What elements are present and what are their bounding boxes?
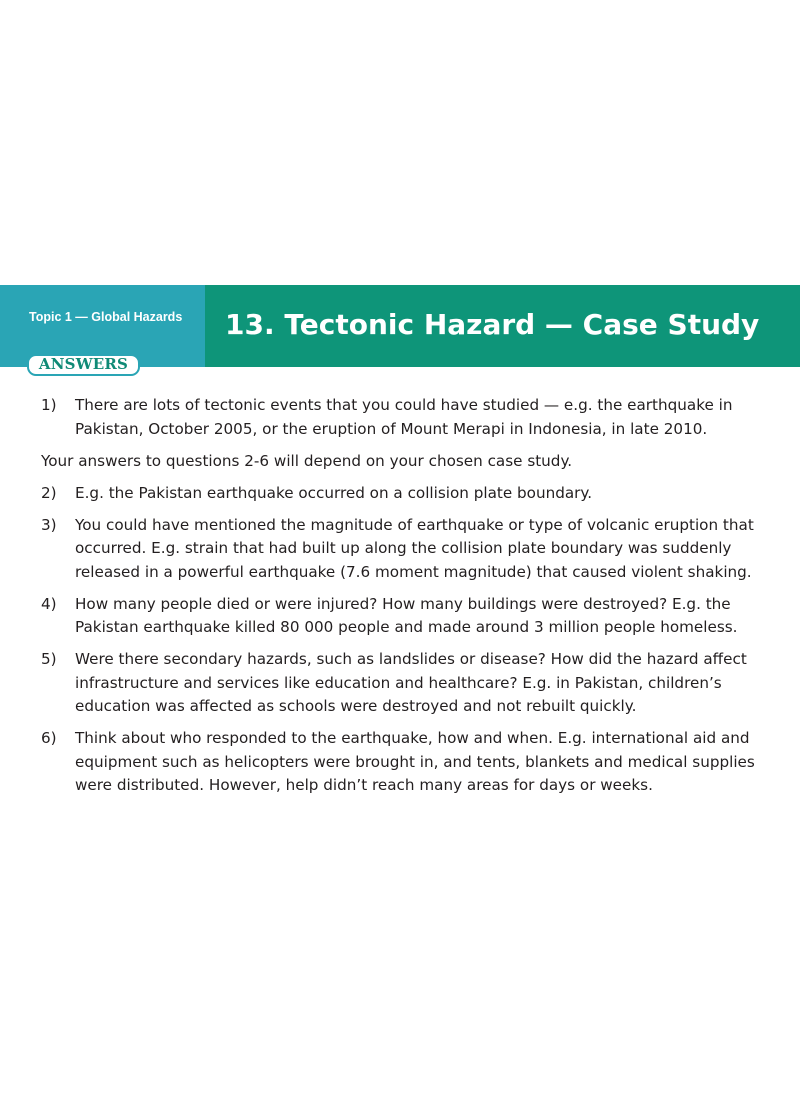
answer-text: There are lots of tectonic events that you could have studied — e.g. the earthquake in Pakistan, October 2005, or the eruption of Mount Merapi in Indonesia, in late 2010. — [75, 396, 733, 438]
answer-number: 5) — [41, 650, 57, 668]
page-header — [0, 285, 800, 373]
page-title: 13. Tectonic Hazard — Case Study — [225, 308, 760, 341]
answer-text: E.g. the Pakistan earthquake occurred on a collision plate boundary. — [75, 483, 593, 502]
answer-item-6 — [41, 727, 776, 798]
answer-number: 3) — [41, 515, 57, 534]
case-study-note: Your answers to questions 2-6 will depend on your chosen case study. — [41, 451, 573, 470]
answers-badge: ANSWERS — [27, 354, 140, 376]
topic-panel — [0, 285, 205, 373]
answer-item-3 — [41, 514, 776, 585]
answer-item-5 — [41, 648, 776, 719]
answer-number: 6) — [41, 729, 57, 747]
answer-item-2 — [41, 482, 776, 506]
answer-item-4 — [41, 593, 776, 640]
answer-number: 2) — [41, 483, 57, 502]
answer-text: Were there secondary hazards, such as landslides or disease? How did the hazard affect infrastructure and services like education and healthcare? E.g. in Pakistan, children’s education was affected as schools were destroyed and not rebuilt quickly. — [75, 650, 747, 715]
answer-text: You could have mentioned the magnitude of earthquake or type of volcanic eruption that occurred. E.g. strain that had built up along the collision plate boundary was suddenly released in a powerful earthquake (7.6 moment magnitude) that caused violent shaking. — [75, 515, 754, 581]
topic-label: Topic 1 — Global Hazards — [29, 310, 183, 324]
answers-list — [41, 394, 776, 806]
answer-number: 1) — [41, 396, 57, 414]
title-panel — [205, 285, 800, 367]
answer-text: How many people died or were injured? How many buildings were destroyed? E.g. the Pakistan earthquake killed 80 000 people and made around 3 million people homeless. — [75, 594, 738, 636]
answer-text: Think about who responded to the earthquake, how and when. E.g. international aid and equipment such as helicopters were brought in, and tents, blankets and medical supplies were distributed. However, help didn’t reach many areas for days or weeks. — [75, 729, 755, 794]
answer-item-1 — [41, 394, 776, 441]
answer-number: 4) — [41, 594, 57, 613]
